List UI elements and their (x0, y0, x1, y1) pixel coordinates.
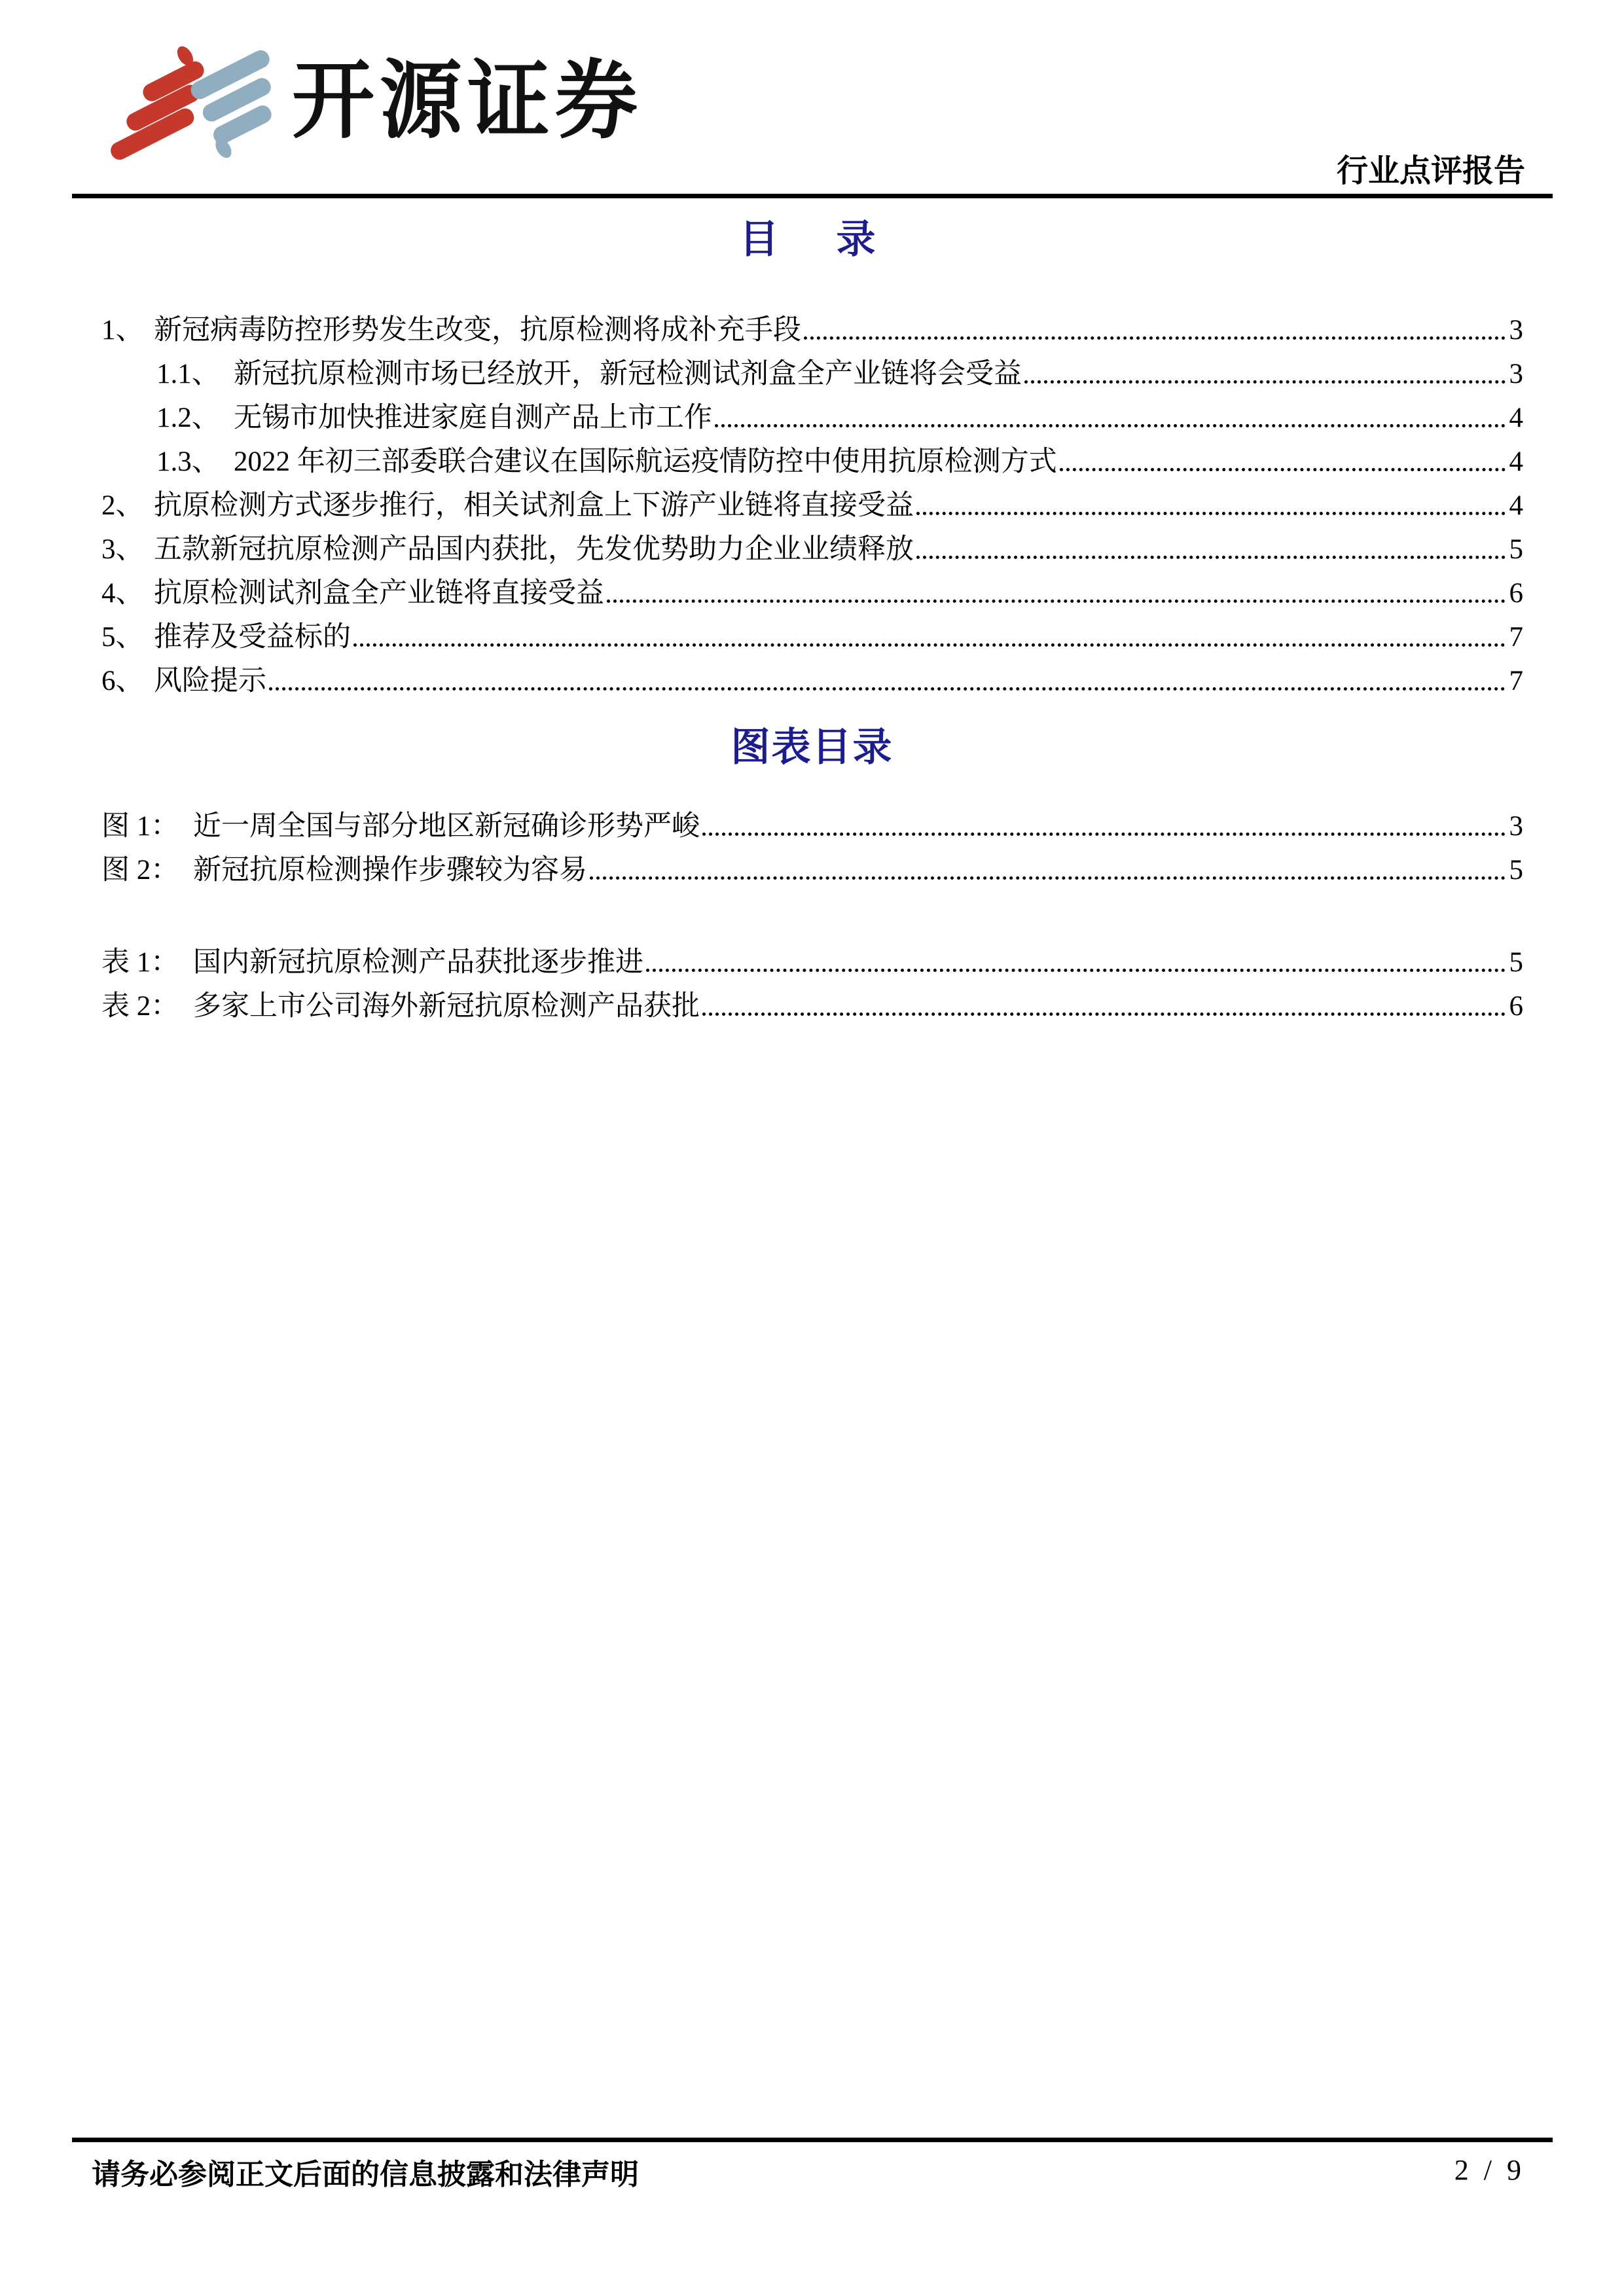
kaiyuan-logo (110, 41, 643, 161)
dotted-leader (353, 643, 1506, 647)
dotted-leader (916, 512, 1506, 515)
toc-entry[interactable] (101, 935, 1523, 978)
toc-entry[interactable] (101, 434, 1523, 478)
toc-entry[interactable] (101, 478, 1523, 522)
toc-entry-number: 3、 (101, 533, 144, 565)
toc-entry-page: 4 (1509, 490, 1523, 521)
toc-entry-page: 3 (1509, 358, 1523, 389)
toc-entry[interactable] (101, 302, 1523, 346)
toc-entry-number: 表 1： (101, 946, 179, 978)
dotted-leader (702, 833, 1506, 836)
toc-entry-page: 6 (1509, 990, 1523, 1022)
toc-entry-number: 5、 (101, 621, 144, 653)
toc-entry[interactable] (101, 565, 1523, 609)
dotted-leader (702, 1013, 1506, 1016)
toc-entry[interactable] (101, 390, 1523, 434)
toc-entry-text: 风险提示 (154, 665, 266, 696)
toc-entry-page: 4 (1509, 446, 1523, 477)
toc-entry-text: 五款新冠抗原检测产品国内获批，先发优势助力企业业绩释放 (154, 533, 914, 565)
toc-entry-text: 抗原检测试剂盒全产业链将直接受益 (154, 577, 604, 609)
toc-entry-page: 3 (1509, 314, 1523, 346)
figures-list (101, 798, 1523, 886)
toc-entry-page: 5 (1509, 946, 1523, 978)
toc-entry-text: 近一周全国与部分地区新冠确诊形势严峻 (193, 810, 700, 842)
toc-title: 目 录 (739, 218, 885, 261)
page-indicator: 2 / 9 (1454, 2154, 1525, 2186)
toc-entry-number: 4、 (101, 577, 144, 609)
dotted-leader (804, 336, 1506, 340)
toc-entry[interactable] (101, 798, 1523, 842)
figures-toc-title: 图表目录 (731, 726, 893, 769)
toc-entry-number: 1、 (101, 314, 144, 346)
dotted-leader (590, 876, 1506, 880)
dotted-leader (646, 969, 1506, 972)
kaiyuan-logo-icon (110, 41, 275, 161)
dotted-leader (607, 600, 1506, 603)
toc-entry-page: 6 (1509, 577, 1523, 609)
toc-entry[interactable] (101, 978, 1523, 1022)
toc-entry-page: 4 (1509, 402, 1523, 433)
tables-list (101, 935, 1523, 1022)
toc-entry-text: 国内新冠抗原检测产品获批逐步推进 (193, 946, 643, 978)
toc-entry-number: 图 2： (101, 854, 179, 886)
footer-disclaimer: 请务必参阅正文后面的信息披露和法律声明 (92, 2159, 639, 2191)
dotted-leader (269, 687, 1506, 691)
toc-entry-number: 6、 (101, 665, 144, 696)
toc-entry-page: 5 (1509, 533, 1523, 565)
toc-entry-page: 7 (1509, 665, 1523, 696)
dotted-leader (916, 556, 1506, 559)
dotted-leader (1060, 468, 1506, 471)
toc-entry-text: 新冠抗原检测市场已经放开，新冠检测试剂盒全产业链将会受益 (234, 358, 1022, 389)
toc-entry-text: 多家上市公司海外新冠抗原检测产品获批 (193, 990, 700, 1022)
toc-entry-number: 图 1： (101, 810, 179, 842)
toc-entry[interactable] (101, 609, 1523, 653)
toc-entry[interactable] (101, 842, 1523, 886)
toc-entry-number: 1.1、 (156, 358, 220, 389)
toc-entry[interactable] (101, 653, 1523, 697)
toc-entry-page: 5 (1509, 854, 1523, 886)
dotted-leader (715, 424, 1506, 427)
toc-list (101, 302, 1523, 697)
footer-rule (72, 2138, 1553, 2142)
header-rule (72, 194, 1553, 198)
toc-entry-page: 7 (1509, 621, 1523, 653)
toc-entry[interactable] (101, 522, 1523, 565)
toc-entry-text: 无锡市加快推进家庭自测产品上市工作 (234, 402, 712, 433)
toc-entry-number: 1.3、 (156, 446, 220, 477)
toc-entry-text: 新冠病毒防控形势发生改变，抗原检测将成补充手段 (154, 314, 801, 346)
toc-entry-text: 新冠抗原检测操作步骤较为容易 (193, 854, 587, 886)
toc-entry-number: 2、 (101, 490, 144, 521)
toc-entry-number: 1.2、 (156, 402, 220, 433)
logo-text: 开源证券 (292, 50, 643, 151)
toc-entry-text: 推荐及受益标的 (154, 621, 351, 653)
toc-entry-text: 抗原检测方式逐步推行，相关试剂盒上下游产业链将直接受益 (154, 490, 914, 521)
toc-entry[interactable] (101, 346, 1523, 390)
toc-entry-text: 2022 年初三部委联合建议在国际航运疫情防控中使用抗原检测方式 (234, 446, 1057, 477)
dotted-leader (1024, 380, 1506, 384)
toc-entry-page: 3 (1509, 810, 1523, 842)
toc-entry-number: 表 2： (101, 990, 179, 1022)
report-type-label: 行业点评报告 (1336, 154, 1525, 188)
